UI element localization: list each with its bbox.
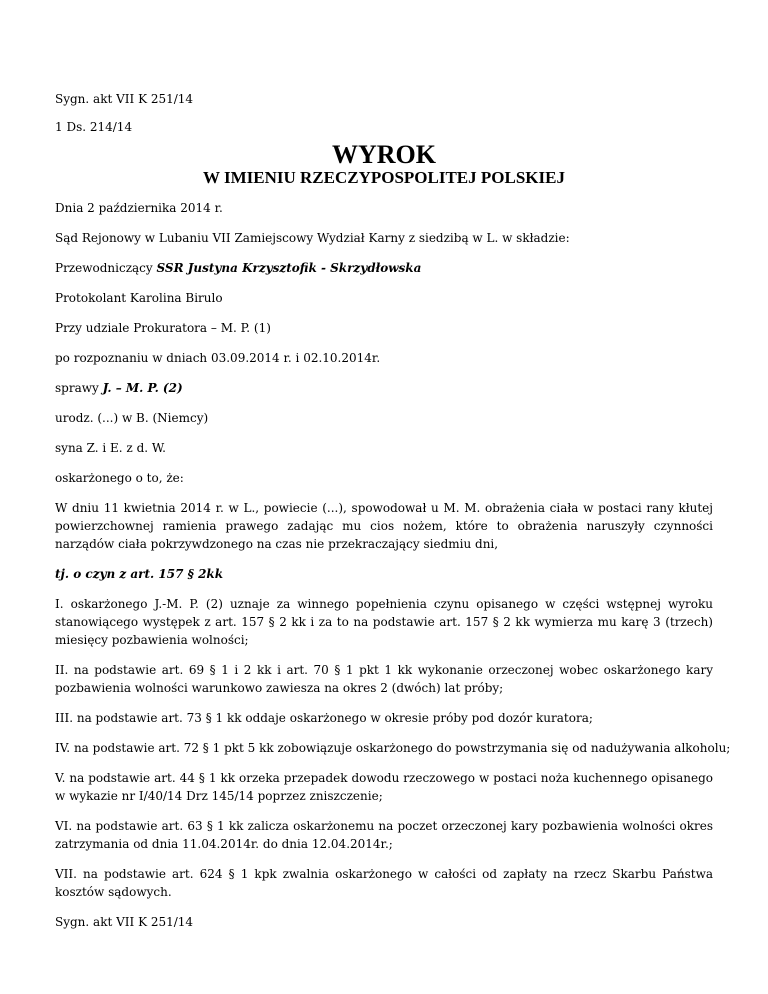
defendant-name: J. – M. P. (2) xyxy=(102,381,183,395)
presiding-judge xyxy=(55,259,713,277)
verdict-point: IV. na podstawie art. 72 § 1 pkt 5 kk zobowiązuje oskarżonego do powstrzymania się od nadużywania alkoholu; xyxy=(55,741,731,755)
court-clerk: Protokolant Karolina Birulo xyxy=(55,291,223,305)
presiding-name: SSR Justyna Krzysztofik - Skrzydłowska xyxy=(156,261,422,275)
presiding-label: Przewodniczący xyxy=(55,261,153,275)
parents-info: syna Z. i E. z d. W. xyxy=(55,441,166,455)
birth-info: urodz. (...) w B. (Niemcy) xyxy=(55,411,209,425)
case-number: Sygn. akt VII K 251/14 xyxy=(55,92,194,106)
hearing-dates: po rozpoznaniu w dniach 03.09.2014 r. i 02.10.2014r. xyxy=(55,351,381,365)
case-of xyxy=(55,379,713,397)
legal-qualification: tj. o czyn z art. 157 § 2kk xyxy=(55,567,224,581)
verdict-point: V. na podstawie art. 44 § 1 kk orzeka przepadek dowodu rzeczowego w postaci noża kuchennego opisanego w wykazie nr I/40/14 Drz 145/14 poprzez zniszczenie; xyxy=(55,771,713,803)
verdict-point: I. oskarżonego J.-M. P. (2) uznaje za winnego popełnienia czynu opisanego w części wstępnej wyroku stanowiącego występek z art. 157 § 2 kk i za to na podstawie art. 157 § 2 kk wymierza mu karę 3 (trzech) miesięcy pozbawienia wolności; xyxy=(55,597,713,647)
verdict-subtitle: W IMIENIU RZECZYPOSPOLITEJ POLSKIEJ xyxy=(203,168,565,187)
verdict-title: WYROK xyxy=(332,140,436,169)
charge-description: W dniu 11 kwietnia 2014 r. w L., powiecie (...), spowodował u M. M. obrażenia ciała w postaci rany kłutej powierzchownej ramienia prawego zadając mu cios nożem, które to obrażenia naruszyły czynności narządów ciała pokrzywdzonego na czas nie przekraczający siedmiu dni, xyxy=(55,501,713,551)
verdict-point: VI. na podstawie art. 63 § 1 kk zalicza oskarżonemu na poczet orzeczonej kary pozbawienia wolności okres zatrzymania od dnia 11.04.2014r. do dnia 12.04.2014r.; xyxy=(55,819,713,851)
ds-number: 1 Ds. 214/14 xyxy=(55,120,133,134)
court-composition: Sąd Rejonowy w Lubaniu VII Zamiejscowy Wydział Karny z siedzibą w L. w składzie: xyxy=(55,231,570,245)
verdict-point: III. na podstawie art. 73 § 1 kk oddaje oskarżonego w okresie próby pod dozór kuratora; xyxy=(55,711,593,725)
accused-intro: oskarżonego o to, że: xyxy=(55,471,184,485)
verdict-point: II. na podstawie art. 69 § 1 i 2 kk i art. 70 § 1 pkt 1 kk wykonanie orzeczonej wobec oskarżonego kary pozbawienia wolności warunkowo zawiesza na okres 2 (dwóch) lat próby; xyxy=(55,663,713,695)
case-label: sprawy xyxy=(55,381,99,395)
footer-case-number: Sygn. akt VII K 251/14 xyxy=(55,915,194,929)
verdict-point: VII. na podstawie art. 624 § 1 kpk zwalnia oskarżonego w całości od zapłaty na rzecz Skarbu Państwa kosztów sądowych. xyxy=(55,867,713,899)
verdict-date: Dnia 2 października 2014 r. xyxy=(55,201,223,215)
prosecutor: Przy udziale Prokuratora – M. P. (1) xyxy=(55,321,271,335)
